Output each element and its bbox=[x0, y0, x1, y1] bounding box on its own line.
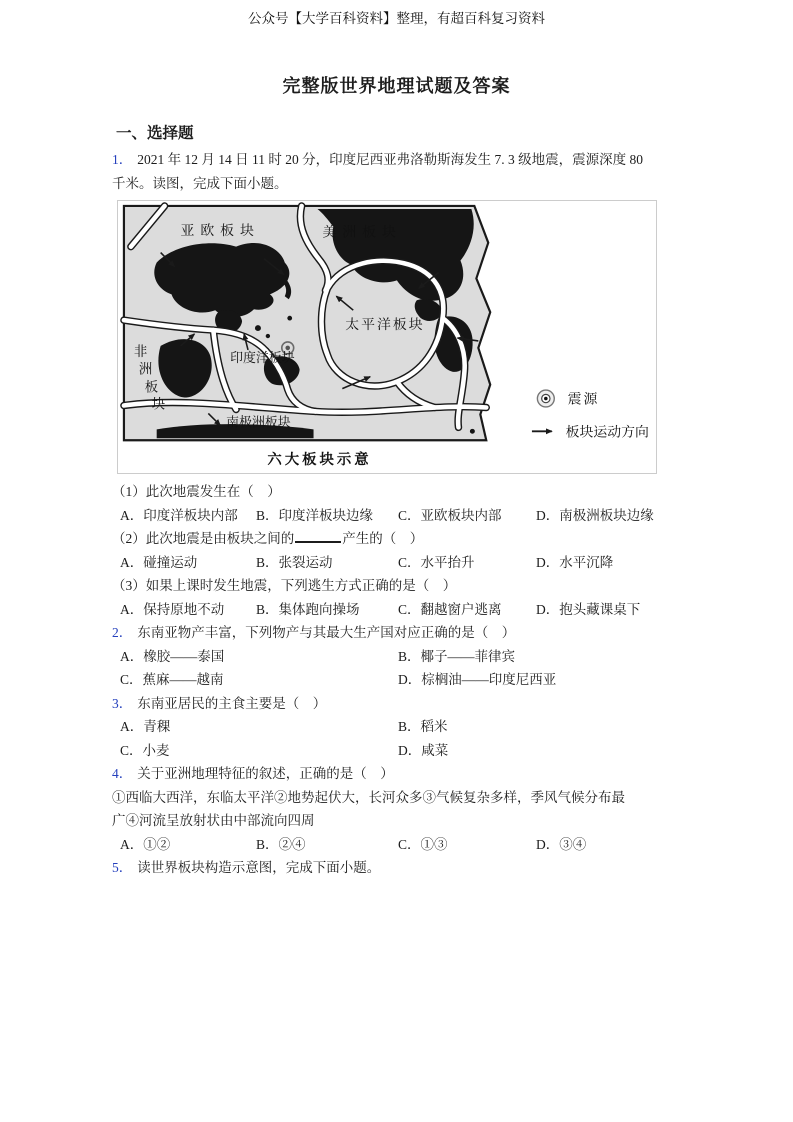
question-text: 东南亚居民的主食主要是（ ） bbox=[137, 695, 327, 711]
option-c: C．水平抬升 bbox=[398, 554, 475, 570]
option-b: B．②④ bbox=[256, 836, 306, 852]
options-row bbox=[112, 504, 686, 528]
option-c: C．小麦 bbox=[120, 742, 170, 758]
question-number: 1． bbox=[112, 152, 133, 167]
options-row bbox=[112, 645, 686, 669]
option-d: D．咸菜 bbox=[398, 742, 449, 758]
watermark-header: 公众号【大学百科资料】整理，有超百科复习资料 bbox=[248, 11, 545, 26]
option-c: C．亚欧板块内部 bbox=[398, 507, 502, 523]
option-d: D．南极洲板块边缘 bbox=[536, 507, 654, 523]
map-label-american-plate: 美洲板块 bbox=[322, 223, 402, 240]
svg-text:非: 非 bbox=[133, 343, 148, 359]
map-label-antarctic-plate: 南极洲板块 bbox=[226, 414, 291, 430]
option-a: A．保持原地不动 bbox=[120, 601, 225, 617]
legend-focus-icon bbox=[537, 390, 554, 407]
options-row bbox=[112, 833, 686, 857]
question-text: 东南亚物产丰富，下列物产与其最大生产国对应正确的是（ ） bbox=[137, 625, 516, 640]
option-b: B．椰子——菲律宾 bbox=[398, 648, 516, 664]
option-a: A．橡胶——泰国 bbox=[120, 648, 225, 664]
option-d: D．抱头藏课桌下 bbox=[536, 601, 641, 617]
options-row bbox=[112, 551, 686, 575]
option-d: D．③④ bbox=[536, 836, 587, 852]
options-row bbox=[112, 668, 686, 692]
map-label-indian-ocean-plate: 印度洋板块 bbox=[230, 349, 295, 365]
question-text-continued: 千米。读图，完成下面小题。 bbox=[112, 176, 288, 191]
question-number: 2． bbox=[112, 625, 133, 640]
question-5 bbox=[112, 856, 686, 880]
option-a: A．印度洋板块内部 bbox=[120, 507, 238, 523]
map-label-pacific-plate: 太平洋板块 bbox=[345, 316, 425, 333]
option-b: B．印度洋板块边缘 bbox=[256, 507, 374, 523]
section-heading: 一、选择题 bbox=[116, 125, 194, 142]
question-number: 4． bbox=[112, 766, 133, 781]
legend-motion-label: 板块运动方向 bbox=[565, 423, 649, 440]
map-caption: 六大板块示意 bbox=[267, 452, 372, 469]
page-title: 完整版世界地理试题及答案 bbox=[282, 76, 511, 96]
svg-text:块: 块 bbox=[151, 396, 166, 412]
options-row bbox=[112, 715, 686, 739]
question-text: 关于亚洲地理特征的叙述，正确的是（ ） bbox=[137, 766, 394, 781]
option-d: D．棕榈油——印度尼西亚 bbox=[398, 672, 557, 687]
sub-question-2-text-after: 产生的（ ） bbox=[342, 531, 424, 546]
options-row bbox=[112, 598, 686, 622]
map-label-eurasian-plate: 亚欧板块 bbox=[180, 221, 260, 238]
sub-question-2 bbox=[112, 527, 686, 551]
statements-line2: 广④河流呈放射状由中部流向四周 bbox=[112, 813, 315, 828]
sub-question-2-text: （2）此次地震是由板块之间的 bbox=[112, 531, 295, 546]
sub-question-1: （1）此次地震发生在（ ） bbox=[112, 484, 281, 499]
question-1 bbox=[112, 148, 686, 196]
question-3 bbox=[112, 692, 686, 716]
sub-question-3: （3）如果上课时发生地震，下列逃生方式正确的是（ ） bbox=[112, 578, 457, 593]
question-4-statements bbox=[112, 786, 686, 833]
svg-text:洲: 洲 bbox=[138, 361, 153, 377]
option-a: A．碰撞运动 bbox=[120, 554, 198, 570]
option-d: D．水平沉降 bbox=[536, 554, 614, 570]
question-number: 3． bbox=[112, 695, 133, 711]
svg-text:板: 板 bbox=[144, 379, 159, 395]
statements-line1: ①西临大西洋，东临太平洋②地势起伏大，长河众多③气候复杂多样，季风气候分布最 bbox=[112, 789, 625, 805]
legend-focus-label: 震源 bbox=[567, 390, 600, 407]
option-c: C．翻越窗户逃离 bbox=[398, 601, 502, 617]
fill-in-blank bbox=[295, 529, 341, 543]
options-row bbox=[112, 739, 686, 763]
option-a: A．青稞 bbox=[120, 719, 171, 734]
option-b: B．集体跑向操场 bbox=[256, 601, 360, 617]
option-c: C．①③ bbox=[398, 836, 448, 852]
question-text: 2021 年 12 月 14 日 11 时 20 分，印度尼西亚弗洛勒斯海发生 7. 3 级地震，震源深度 80 bbox=[137, 152, 643, 167]
option-c: C．蕉麻——越南 bbox=[120, 672, 224, 687]
option-a: A．①② bbox=[120, 836, 171, 852]
question-4 bbox=[112, 762, 686, 786]
question-text: 读世界板块构造示意图，完成下面小题。 bbox=[137, 860, 381, 875]
question-number: 5． bbox=[112, 860, 133, 875]
question-2 bbox=[112, 621, 686, 645]
plate-map-figure bbox=[117, 200, 657, 474]
option-b: B．稻米 bbox=[398, 719, 448, 734]
option-b: B．张裂运动 bbox=[256, 554, 333, 570]
plate-map-svg bbox=[118, 201, 656, 473]
document-body bbox=[112, 123, 686, 880]
